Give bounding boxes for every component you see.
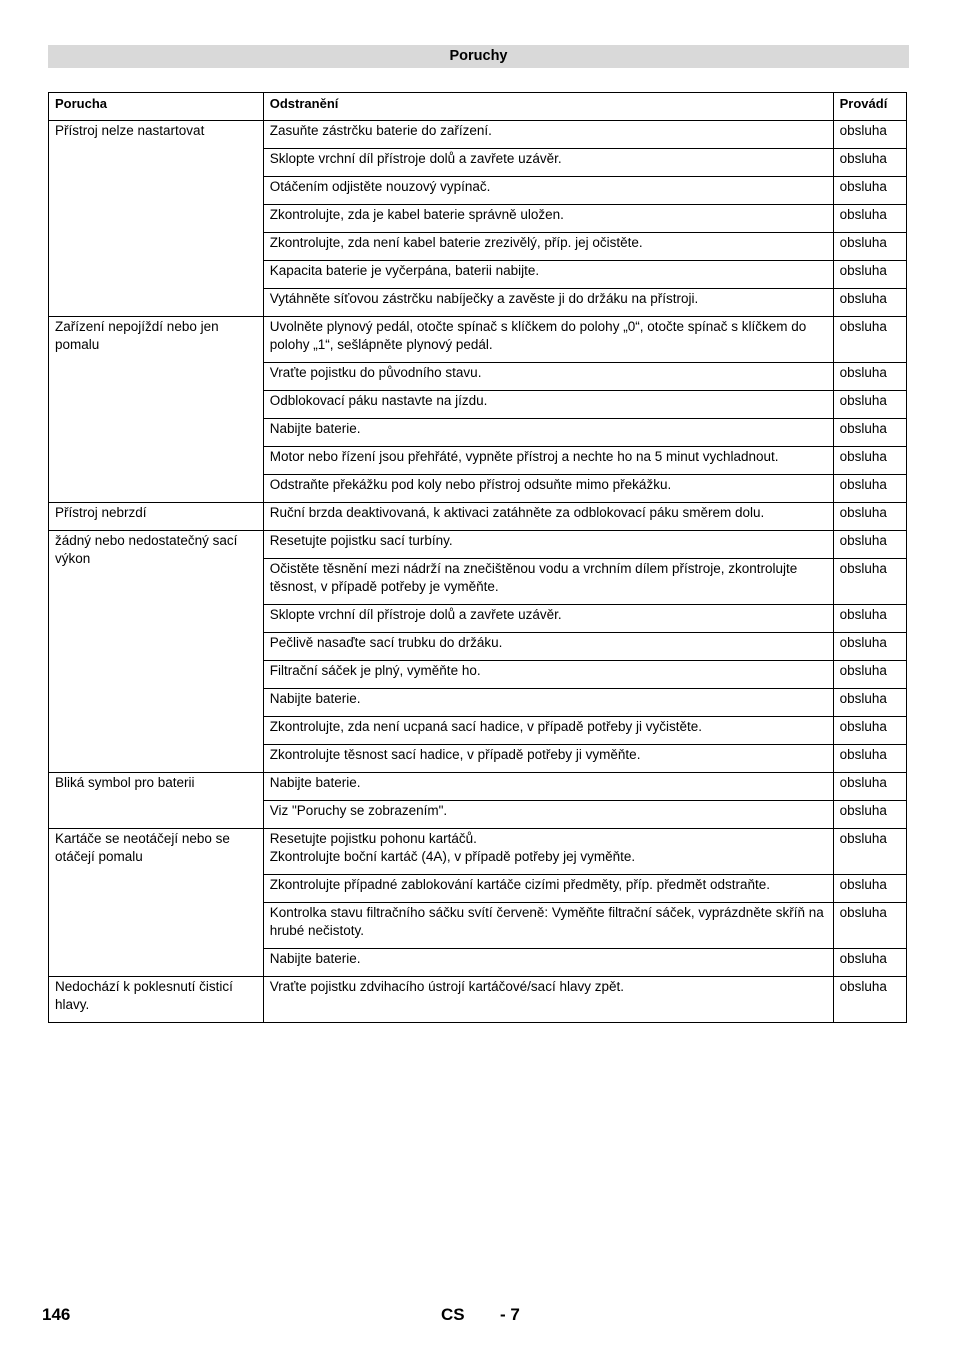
table-row [49, 121, 907, 149]
remedy-cell: Zkontrolujte, zda není kabel baterie zrezivělý, příp. jej očistěte. [263, 233, 833, 261]
remedy-cell: Kontrolka stavu filtračního sáčku svítí červeně: Vyměňte filtrační sáček, vyprázdněte skříň na hrubé nečistoty. [263, 903, 833, 949]
remedy-cell: Resetujte pojistku sací turbíny. [263, 531, 833, 559]
performed-by-cell: obsluha [833, 447, 906, 475]
fault-cell: Přístroj nelze nastartovat [49, 121, 264, 317]
remedy-cell: Nabijte baterie. [263, 773, 833, 801]
performed-by-cell: obsluha [833, 149, 906, 177]
remedy-cell: Nabijte baterie. [263, 949, 833, 977]
remedy-cell: Vraťte pojistku zdvihacího ústrojí kartáčové/sací hlavy zpět. [263, 977, 833, 1023]
performed-by-cell: obsluha [833, 419, 906, 447]
remedy-cell: Zkontrolujte, zda je kabel baterie správně uložen. [263, 205, 833, 233]
section-page: - 7 [500, 1305, 520, 1324]
performed-by-cell: obsluha [833, 717, 906, 745]
remedy-cell: Uvolněte plynový pedál, otočte spínač s klíčkem do polohy „0“, otočte spínač s klíčkem do polohy „1“, sešlápněte plynový pedál. [263, 317, 833, 363]
remedy-cell: Vraťte pojistku do původního stavu. [263, 363, 833, 391]
performed-by-cell: obsluha [833, 205, 906, 233]
section-title: Poruchy [48, 45, 909, 68]
performed-by-cell: obsluha [833, 233, 906, 261]
performed-by-cell: obsluha [833, 289, 906, 317]
performed-by-cell: obsluha [833, 531, 906, 559]
table-row [49, 977, 907, 1023]
performed-by-cell: obsluha [833, 661, 906, 689]
remedy-cell: Pečlivě nasaďte sací trubku do držáku. [263, 633, 833, 661]
remedy-cell: Zkontrolujte těsnost sací hadice, v případě potřeby ji vyměňte. [263, 745, 833, 773]
fault-table-body [49, 121, 907, 1023]
fault-cell: žádný nebo nedostatečný sací výkon [49, 531, 264, 773]
header-remedy: Odstranění [263, 93, 833, 117]
fault-cell: Přístroj nebrzdí [49, 503, 264, 531]
performed-by-cell: obsluha [833, 317, 906, 363]
performed-by-cell: obsluha [833, 475, 906, 503]
remedy-cell: Motor nebo řízení jsou přehřáté, vypněte přístroj a nechte ho na 5 minut vychladnout. [263, 447, 833, 475]
performed-by-cell: obsluha [833, 689, 906, 717]
table-row [49, 829, 907, 875]
performed-by-cell: obsluha [833, 177, 906, 205]
remedy-cell: Nabijte baterie. [263, 419, 833, 447]
performed-by-cell: obsluha [833, 903, 906, 949]
remedy-cell: Sklopte vrchní díl přístroje dolů a zavřete uzávěr. [263, 149, 833, 177]
performed-by-cell: obsluha [833, 977, 906, 1023]
remedy-cell: Resetujte pojistku pohonu kartáčů. Zkontrolujte boční kartáč (4A), v případě potřeby jej vyměňte. [263, 829, 833, 875]
header-fault: Porucha [49, 93, 264, 117]
performed-by-cell: obsluha [833, 605, 906, 633]
remedy-cell: Sklopte vrchní díl přístroje dolů a zavřete uzávěr. [263, 605, 833, 633]
fault-cell: Bliká symbol pro baterii [49, 773, 264, 829]
fault-cell: Nedochází k poklesnutí čisticí hlavy. [49, 977, 264, 1023]
performed-by-cell: obsluha [833, 745, 906, 773]
fault-cell: Kartáče se neotáčejí nebo se otáčejí pomalu [49, 829, 264, 977]
remedy-cell: Otáčením odjistěte nouzový vypínač. [263, 177, 833, 205]
performed-by-cell: obsluha [833, 829, 906, 875]
performed-by-cell: obsluha [833, 503, 906, 531]
table-row [49, 773, 907, 801]
remedy-cell: Odstraňte překážku pod koly nebo přístroj odsuňte mimo překážku. [263, 475, 833, 503]
table-row [49, 531, 907, 559]
remedy-cell: Vytáhněte síťovou zástrčku nabíječky a zavěste ji do držáku na přístroji. [263, 289, 833, 317]
remedy-cell: Filtrační sáček je plný, vyměňte ho. [263, 661, 833, 689]
remedy-cell: Očistěte těsnění mezi nádrží na znečištěnou vodu a vrchním dílem přístroje, zkontrolujte těsnost, v případě potřeby je vyměňte. [263, 559, 833, 605]
header-by: Provádí [833, 93, 906, 117]
page-number: 146 [42, 1305, 71, 1324]
performed-by-cell: obsluha [833, 261, 906, 289]
performed-by-cell: obsluha [833, 121, 906, 149]
remedy-cell: Nabijte baterie. [263, 689, 833, 717]
performed-by-cell: obsluha [833, 801, 906, 829]
performed-by-cell: obsluha [833, 875, 906, 903]
remedy-cell: Zasuňte zástrčku baterie do zařízení. [263, 121, 833, 149]
remedy-cell: Odblokovací páku nastavte na jízdu. [263, 391, 833, 419]
remedy-cell: Ruční brzda deaktivovaná, k aktivaci zatáhněte za odblokovací páku směrem dolu. [263, 503, 833, 531]
table-row [49, 317, 907, 363]
fault-table [48, 92, 907, 1023]
performed-by-cell: obsluha [833, 363, 906, 391]
performed-by-cell: obsluha [833, 559, 906, 605]
performed-by-cell: obsluha [833, 633, 906, 661]
remedy-cell: Zkontrolujte případné zablokování kartáče cizími předměty, příp. předmět odstraňte. [263, 875, 833, 903]
table-row [49, 503, 907, 531]
performed-by-cell: obsluha [833, 391, 906, 419]
remedy-cell: Zkontrolujte, zda není ucpaná sací hadice, v případě potřeby ji vyčistěte. [263, 717, 833, 745]
performed-by-cell: obsluha [833, 949, 906, 977]
language-code: CS [441, 1305, 465, 1324]
performed-by-cell: obsluha [833, 773, 906, 801]
remedy-cell: Viz "Poruchy se zobrazením". [263, 801, 833, 829]
table-header-row [49, 93, 907, 117]
fault-cell: Zařízení nepojíždí nebo jen pomalu [49, 317, 264, 503]
remedy-cell: Kapacita baterie je vyčerpána, baterii nabijte. [263, 261, 833, 289]
